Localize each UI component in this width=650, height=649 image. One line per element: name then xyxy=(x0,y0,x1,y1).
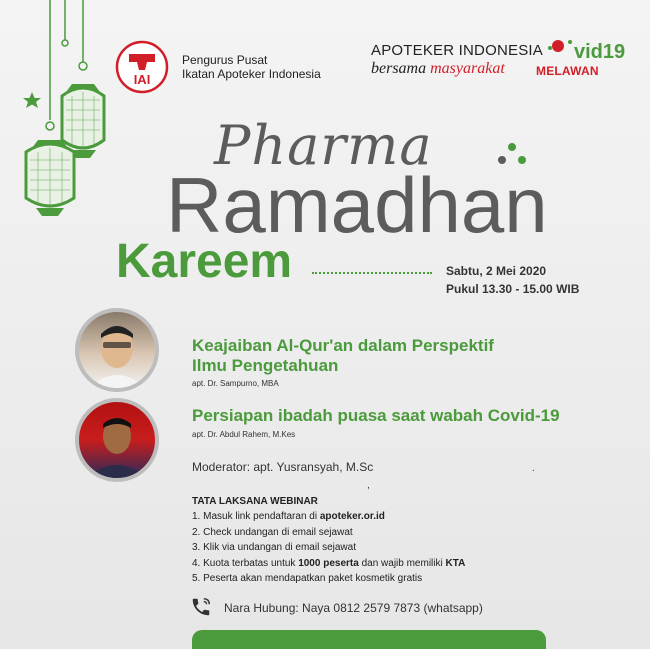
phone-icon xyxy=(190,596,212,618)
speaker-photo-2 xyxy=(75,398,159,482)
melawan-label: MELAWAN xyxy=(536,64,599,78)
avatar xyxy=(79,402,155,478)
campaign-line2 xyxy=(371,60,505,78)
procedure-step-4: 4. Kuota terbatas untuk 1000 peserta dan wajib memiliki KTA xyxy=(192,557,466,569)
speaker-name-1: apt. Dr. Sampurno, MBA xyxy=(192,379,279,388)
covid19-logo xyxy=(540,28,630,68)
procedure-step-3: 3. Klik via undangan di email sejawat xyxy=(192,542,356,553)
talk-title-2: Persiapan ibadah puasa saat wabah Covid-19 xyxy=(192,406,560,425)
procedure-step-1: 1. Masuk link pendaftaran di apoteker.or.id xyxy=(192,511,385,522)
title-pharma: Pharma xyxy=(214,114,433,177)
iai-logo xyxy=(115,40,169,94)
title-ramadhan: Ramadhan xyxy=(166,161,548,249)
organization-line1: Pengurus Pusat xyxy=(182,53,268,67)
campaign-line2-b: masyarakat xyxy=(430,60,505,77)
covid-text: vid19 xyxy=(574,41,626,63)
bottom-bar xyxy=(192,630,546,649)
procedure-title: TATA LAKSANA WEBINAR xyxy=(192,496,318,507)
avatar xyxy=(79,312,155,388)
procedure-step-2: 2. Check undangan di email sejawat xyxy=(192,526,353,538)
speaker-photo-1 xyxy=(75,308,159,392)
moderator: Moderator: apt. Yusransyah, M.Sc xyxy=(192,460,374,474)
campaign-line1: APOTEKER INDONESIA xyxy=(371,42,543,59)
lantern-icon xyxy=(62,62,104,158)
lantern-decoration xyxy=(0,0,130,230)
title-kareem: Kareem xyxy=(116,235,293,288)
iai-logo-text: IAI xyxy=(133,72,151,87)
organization-name xyxy=(182,53,321,81)
talk-title-1-line1: Keajaiban Al-Qur'an dalam Perspektif xyxy=(192,336,494,355)
talk-title-1 xyxy=(192,336,572,376)
campaign-line2-a: bersama xyxy=(371,60,431,77)
procedure-step-5: 5. Peserta akan mendapatkan paket kosmetik gratis xyxy=(192,573,423,584)
talk-title-1-line2: Ilmu Pengetahuan xyxy=(192,356,339,375)
stray-dot: . xyxy=(532,463,535,474)
event-date: Sabtu, 2 Mei 2020 xyxy=(446,264,547,278)
speaker-name-2: apt. Dr. Abdul Rahem, M.Kes xyxy=(192,430,296,439)
stray-dot: , xyxy=(367,480,370,491)
dotted-divider xyxy=(312,272,432,274)
contact-info: Nara Hubung: Naya 0812 2579 7873 (whatsapp) xyxy=(224,601,483,615)
event-time: Pukul 13.30 - 15.00 WIB xyxy=(446,282,580,296)
procedure-steps xyxy=(192,509,465,587)
organization-line2: Ikatan Apoteker Indonesia xyxy=(182,67,321,81)
star-icon xyxy=(23,92,41,108)
